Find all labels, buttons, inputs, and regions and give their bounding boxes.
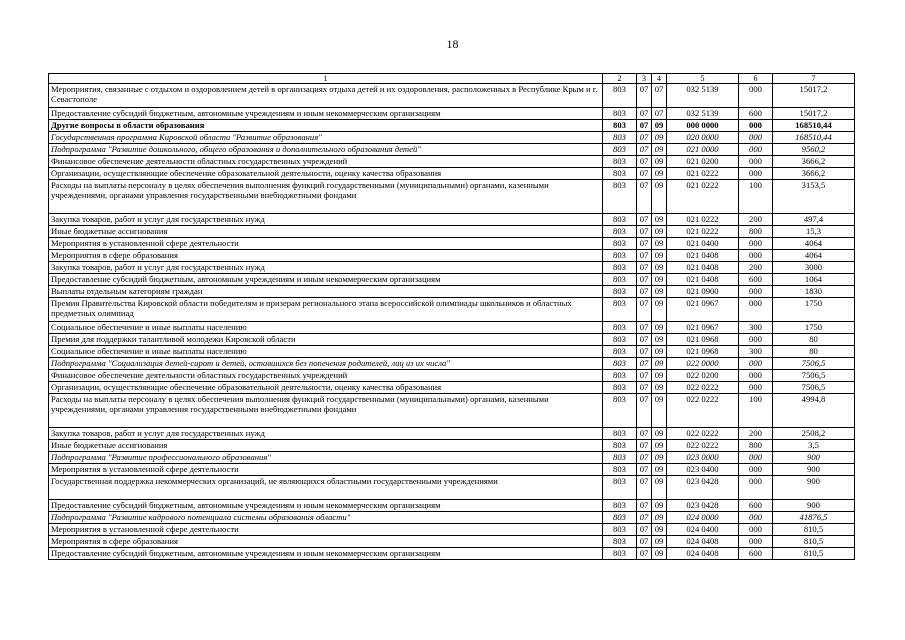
subsection-code-cell: 07	[652, 108, 667, 120]
budget-table	[48, 73, 855, 560]
section-code-cell: 07	[637, 144, 652, 156]
amount-cell: 3,5	[773, 440, 855, 452]
target-article-cell: 022 0200	[667, 370, 739, 382]
ved-code-cell: 803	[603, 512, 637, 524]
expense-type-cell: 000	[739, 512, 773, 524]
amount-cell: 168510,44	[773, 132, 855, 144]
table-row	[49, 214, 855, 226]
target-article-cell: 021 0900	[667, 286, 739, 298]
target-article-cell: 022 0000	[667, 358, 739, 370]
target-article-cell: 021 0400	[667, 238, 739, 250]
table-row	[49, 394, 855, 428]
table-row	[49, 476, 855, 500]
ved-code-cell: 803	[603, 358, 637, 370]
target-article-cell: 024 0408	[667, 548, 739, 560]
amount-cell: 15,3	[773, 226, 855, 238]
section-code-cell: 07	[637, 262, 652, 274]
section-code-cell: 07	[637, 370, 652, 382]
table-row	[49, 156, 855, 168]
row-name-cell: Иные бюджетные ассигнования	[49, 440, 603, 452]
target-article-cell: 023 0000	[667, 452, 739, 464]
target-article-cell: 021 0222	[667, 214, 739, 226]
row-name-cell: Предоставление субсидий бюджетным, автономным учреждениям и иным некоммерческим организациям	[49, 548, 603, 560]
amount-cell: 810,5	[773, 548, 855, 560]
subsection-code-cell: 09	[652, 370, 667, 382]
table-row	[49, 382, 855, 394]
target-article-cell: 021 0967	[667, 322, 739, 334]
amount-cell: 1830	[773, 286, 855, 298]
ved-code-cell: 803	[603, 394, 637, 428]
target-article-cell: 023 0400	[667, 464, 739, 476]
ved-code-cell: 803	[603, 334, 637, 346]
subsection-code-cell: 09	[652, 156, 667, 168]
expense-type-cell: 800	[739, 440, 773, 452]
section-code-cell: 07	[637, 180, 652, 214]
table-row	[49, 346, 855, 358]
amount-cell: 900	[773, 476, 855, 500]
section-code-cell: 07	[637, 524, 652, 536]
section-code-cell: 07	[637, 214, 652, 226]
section-code-cell: 07	[637, 334, 652, 346]
ved-code-cell: 803	[603, 370, 637, 382]
subsection-code-cell: 09	[652, 476, 667, 500]
expense-type-cell: 600	[739, 548, 773, 560]
ved-code-cell: 803	[603, 440, 637, 452]
amount-cell: 1750	[773, 298, 855, 322]
target-article-cell: 000 0000	[667, 120, 739, 132]
subsection-code-cell: 09	[652, 440, 667, 452]
target-article-cell: 022 0222	[667, 428, 739, 440]
row-name-cell: Расходы на выплаты персоналу в целях обеспечения выполнения функций государственными (муниципальными) органами, казенными учреждениями, органами управления государственными внебюджетными фондами	[49, 394, 603, 428]
target-article-cell: 024 0000	[667, 512, 739, 524]
row-name-cell: Мероприятия в сфере образования	[49, 250, 603, 262]
expense-type-cell: 300	[739, 346, 773, 358]
expense-type-cell: 000	[739, 156, 773, 168]
row-name-cell: Подпрограмма "Развитие кадрового потенциала системы образования области"	[49, 512, 603, 524]
section-code-cell: 07	[637, 452, 652, 464]
row-name-cell: Организации, осуществляющие обеспечение образовательной деятельности, оценку качества образования	[49, 382, 603, 394]
subsection-code-cell: 09	[652, 274, 667, 286]
amount-cell: 3666,2	[773, 156, 855, 168]
table-row	[49, 440, 855, 452]
amount-cell: 4064	[773, 250, 855, 262]
ved-code-cell: 803	[603, 274, 637, 286]
subsection-code-cell: 09	[652, 238, 667, 250]
ved-code-cell: 803	[603, 500, 637, 512]
subsection-code-cell: 09	[652, 180, 667, 214]
ved-code-cell: 803	[603, 238, 637, 250]
section-code-cell: 07	[637, 120, 652, 132]
section-code-cell: 07	[637, 286, 652, 298]
section-code-cell: 07	[637, 298, 652, 322]
section-code-cell: 07	[637, 464, 652, 476]
target-article-cell: 021 0200	[667, 156, 739, 168]
table-row	[49, 274, 855, 286]
section-code-cell: 07	[637, 108, 652, 120]
section-code-cell: 07	[637, 226, 652, 238]
table-row	[49, 226, 855, 238]
section-code-cell: 07	[637, 536, 652, 548]
row-name-cell: Предоставление субсидий бюджетным, автономным учреждениям и иным некоммерческим организациям	[49, 274, 603, 286]
ved-code-cell: 803	[603, 226, 637, 238]
header-cell: 2	[603, 74, 637, 84]
amount-cell: 9560,2	[773, 144, 855, 156]
section-code-cell: 07	[637, 274, 652, 286]
amount-cell: 15017,2	[773, 108, 855, 120]
table-row	[49, 370, 855, 382]
row-name-cell: Подпрограмма "Развитие профессионального образования"	[49, 452, 603, 464]
subsection-code-cell: 09	[652, 524, 667, 536]
expense-type-cell: 800	[739, 226, 773, 238]
section-code-cell: 07	[637, 512, 652, 524]
amount-cell: 4064	[773, 238, 855, 250]
table-row	[49, 334, 855, 346]
subsection-code-cell: 09	[652, 428, 667, 440]
section-code-cell: 07	[637, 428, 652, 440]
target-article-cell: 020 0000	[667, 132, 739, 144]
expense-type-cell: 000	[739, 382, 773, 394]
row-name-cell: Социальное обеспечение и иные выплаты населению	[49, 346, 603, 358]
expense-type-cell: 100	[739, 180, 773, 214]
subsection-code-cell: 09	[652, 286, 667, 298]
subsection-code-cell: 09	[652, 120, 667, 132]
row-name-cell: Выплаты отдельным категориям граждан	[49, 286, 603, 298]
section-code-cell: 07	[637, 168, 652, 180]
ved-code-cell: 803	[603, 156, 637, 168]
target-article-cell: 032 5139	[667, 108, 739, 120]
expense-type-cell: 000	[739, 144, 773, 156]
ved-code-cell: 803	[603, 144, 637, 156]
row-name-cell: Подпрограмма "Социализация детей-сирот и детей, оставшихся без попечения родителей, лиц из их числа"	[49, 358, 603, 370]
header-cell: 7	[773, 74, 855, 84]
subsection-code-cell: 09	[652, 334, 667, 346]
ved-code-cell: 803	[603, 536, 637, 548]
ved-code-cell: 803	[603, 168, 637, 180]
expense-type-cell: 200	[739, 214, 773, 226]
target-article-cell: 022 0222	[667, 394, 739, 428]
target-article-cell: 024 0400	[667, 524, 739, 536]
subsection-code-cell: 09	[652, 500, 667, 512]
expense-type-cell: 000	[739, 536, 773, 548]
expense-type-cell: 000	[739, 452, 773, 464]
expense-type-cell: 600	[739, 108, 773, 120]
subsection-code-cell: 09	[652, 548, 667, 560]
expense-type-cell: 000	[739, 250, 773, 262]
ved-code-cell: 803	[603, 464, 637, 476]
section-code-cell: 07	[637, 156, 652, 168]
expense-type-cell: 000	[739, 476, 773, 500]
row-name-cell: Премия Правительства Кировской области победителям и призерам регионального этапа всероссийской олимпиады школьников и областных предметных олимпиад	[49, 298, 603, 322]
expense-type-cell: 000	[739, 168, 773, 180]
amount-cell: 7506,5	[773, 382, 855, 394]
row-name-cell: Финансовое обеспечение деятельности областных государственных учреждений	[49, 370, 603, 382]
page-number: 18	[446, 37, 459, 51]
ved-code-cell: 803	[603, 108, 637, 120]
section-code-cell: 07	[637, 440, 652, 452]
row-name-cell: Предоставление субсидий бюджетным, автономным учреждениям и иным некоммерческим организациям	[49, 108, 603, 120]
table-body	[49, 74, 855, 560]
amount-cell: 1750	[773, 322, 855, 334]
row-name-cell: Государственная программа Кировской области "Развитие образования"	[49, 132, 603, 144]
table-row	[49, 144, 855, 156]
subsection-code-cell: 09	[652, 226, 667, 238]
ved-code-cell: 803	[603, 452, 637, 464]
expense-type-cell: 100	[739, 394, 773, 428]
subsection-code-cell: 09	[652, 394, 667, 428]
table-row	[49, 238, 855, 250]
ved-code-cell: 803	[603, 286, 637, 298]
ved-code-cell: 803	[603, 548, 637, 560]
ved-code-cell: 803	[603, 346, 637, 358]
table-row	[49, 524, 855, 536]
section-code-cell: 07	[637, 548, 652, 560]
subsection-code-cell: 09	[652, 464, 667, 476]
target-article-cell: 021 0222	[667, 168, 739, 180]
ved-code-cell: 803	[603, 214, 637, 226]
expense-type-cell: 000	[739, 298, 773, 322]
ved-code-cell: 803	[603, 298, 637, 322]
ved-code-cell: 803	[603, 428, 637, 440]
amount-cell: 15017,2	[773, 84, 855, 108]
subsection-code-cell: 09	[652, 132, 667, 144]
target-article-cell: 021 0408	[667, 274, 739, 286]
target-article-cell: 023 0428	[667, 500, 739, 512]
subsection-code-cell: 09	[652, 358, 667, 370]
ved-code-cell: 803	[603, 250, 637, 262]
amount-cell: 3000	[773, 262, 855, 274]
amount-cell: 3666,2	[773, 168, 855, 180]
row-name-cell: Закупка товаров, работ и услуг для государственных нужд	[49, 428, 603, 440]
table-row	[49, 536, 855, 548]
ved-code-cell: 803	[603, 132, 637, 144]
target-article-cell: 021 0968	[667, 334, 739, 346]
target-article-cell: 023 0428	[667, 476, 739, 500]
expense-type-cell: 000	[739, 132, 773, 144]
ved-code-cell: 803	[603, 180, 637, 214]
row-name-cell: Расходы на выплаты персоналу в целях обеспечения выполнения функций государственными (муниципальными) органами, казенными учреждениями, органами управления государственными внебюджетными фондами	[49, 180, 603, 214]
row-name-cell: Другие вопросы в области образования	[49, 120, 603, 132]
amount-cell: 497,4	[773, 214, 855, 226]
expense-type-cell: 000	[739, 370, 773, 382]
ved-code-cell: 803	[603, 524, 637, 536]
subsection-code-cell: 09	[652, 452, 667, 464]
amount-cell: 810,5	[773, 536, 855, 548]
expense-type-cell: 300	[739, 322, 773, 334]
target-article-cell: 021 0968	[667, 346, 739, 358]
row-name-cell: Мероприятия в установленной сфере деятельности	[49, 524, 603, 536]
row-name-cell: Подпрограмма "Развитие дошкольного, общего образования и дополнительного образования детей"	[49, 144, 603, 156]
target-article-cell: 021 0967	[667, 298, 739, 322]
row-name-cell: Организации, осуществляющие обеспечение образовательной деятельности, оценку качества образования	[49, 168, 603, 180]
expense-type-cell: 000	[739, 238, 773, 250]
header-cell: 6	[739, 74, 773, 84]
subsection-code-cell: 09	[652, 298, 667, 322]
table-row	[49, 428, 855, 440]
table-row	[49, 548, 855, 560]
ved-code-cell: 803	[603, 382, 637, 394]
row-name-cell: Мероприятия в установленной сфере деятельности	[49, 464, 603, 476]
subsection-code-cell: 07	[652, 84, 667, 108]
target-article-cell: 024 0408	[667, 536, 739, 548]
amount-cell: 4994,8	[773, 394, 855, 428]
amount-cell: 7506,5	[773, 358, 855, 370]
header-cell: 1	[49, 74, 603, 84]
header-cell: 4	[652, 74, 667, 84]
section-code-cell: 07	[637, 500, 652, 512]
amount-cell: 1064	[773, 274, 855, 286]
subsection-code-cell: 09	[652, 262, 667, 274]
row-name-cell: Мероприятия в сфере образования	[49, 536, 603, 548]
table-row	[49, 298, 855, 322]
row-name-cell: Предоставление субсидий бюджетным, автономным учреждениям и иным некоммерческим организациям	[49, 500, 603, 512]
section-code-cell: 07	[637, 84, 652, 108]
table-row	[49, 250, 855, 262]
row-name-cell: Государственная поддержка некоммерческих организаций, не являющихся областными государственными учреждениями	[49, 476, 603, 500]
expense-type-cell: 000	[739, 358, 773, 370]
subsection-code-cell: 09	[652, 250, 667, 262]
target-article-cell: 021 0222	[667, 226, 739, 238]
expense-type-cell: 600	[739, 500, 773, 512]
section-code-cell: 07	[637, 322, 652, 334]
amount-cell: 900	[773, 452, 855, 464]
header-row	[49, 74, 855, 84]
row-name-cell: Мероприятия в установленной сфере деятельности	[49, 238, 603, 250]
table-row	[49, 120, 855, 132]
section-code-cell: 07	[637, 394, 652, 428]
row-name-cell: Закупка товаров, работ и услуг для государственных нужд	[49, 262, 603, 274]
table-row	[49, 286, 855, 298]
amount-cell: 80	[773, 346, 855, 358]
table-row	[49, 452, 855, 464]
amount-cell: 168510,44	[773, 120, 855, 132]
section-code-cell: 07	[637, 346, 652, 358]
amount-cell: 900	[773, 464, 855, 476]
target-article-cell: 022 0222	[667, 440, 739, 452]
table-row	[49, 262, 855, 274]
expense-type-cell: 000	[739, 334, 773, 346]
subsection-code-cell: 09	[652, 168, 667, 180]
expense-type-cell: 200	[739, 428, 773, 440]
subsection-code-cell: 09	[652, 322, 667, 334]
header-cell: 5	[667, 74, 739, 84]
target-article-cell: 022 0222	[667, 382, 739, 394]
target-article-cell: 021 0000	[667, 144, 739, 156]
subsection-code-cell: 09	[652, 214, 667, 226]
subsection-code-cell: 09	[652, 512, 667, 524]
table-row	[49, 464, 855, 476]
expense-type-cell: 000	[739, 120, 773, 132]
ved-code-cell: 803	[603, 262, 637, 274]
subsection-code-cell: 09	[652, 536, 667, 548]
ved-code-cell: 803	[603, 120, 637, 132]
section-code-cell: 07	[637, 476, 652, 500]
amount-cell: 3153,5	[773, 180, 855, 214]
section-code-cell: 07	[637, 382, 652, 394]
table-row	[49, 108, 855, 120]
expense-type-cell: 000	[739, 286, 773, 298]
expense-type-cell: 000	[739, 524, 773, 536]
table-row	[49, 168, 855, 180]
amount-cell: 900	[773, 500, 855, 512]
row-name-cell: Премия для поддержки талантливой молодежи Кировской области	[49, 334, 603, 346]
section-code-cell: 07	[637, 358, 652, 370]
subsection-code-cell: 09	[652, 144, 667, 156]
row-name-cell: Иные бюджетные ассигнования	[49, 226, 603, 238]
section-code-cell: 07	[637, 250, 652, 262]
expense-type-cell: 000	[739, 464, 773, 476]
target-article-cell: 032 5139	[667, 84, 739, 108]
amount-cell: 7506,5	[773, 370, 855, 382]
target-article-cell: 021 0408	[667, 262, 739, 274]
table-row	[49, 512, 855, 524]
table-row	[49, 322, 855, 334]
expense-type-cell: 600	[739, 274, 773, 286]
ved-code-cell: 803	[603, 84, 637, 108]
ved-code-cell: 803	[603, 322, 637, 334]
amount-cell: 80	[773, 334, 855, 346]
section-code-cell: 07	[637, 132, 652, 144]
amount-cell: 2508,2	[773, 428, 855, 440]
table-row	[49, 500, 855, 512]
expense-type-cell: 000	[739, 84, 773, 108]
table-row	[49, 180, 855, 214]
row-name-cell: Закупка товаров, работ и услуг для государственных нужд	[49, 214, 603, 226]
table-row	[49, 84, 855, 108]
target-article-cell: 021 0408	[667, 250, 739, 262]
row-name-cell: Социальное обеспечение и иные выплаты населению	[49, 322, 603, 334]
subsection-code-cell: 09	[652, 346, 667, 358]
subsection-code-cell: 09	[652, 382, 667, 394]
table-row	[49, 358, 855, 370]
ved-code-cell: 803	[603, 476, 637, 500]
row-name-cell: Мероприятия, связанные с отдыхом и оздоровлением детей в организациях отдыха детей и их оздоровления, расположенных в Республике Крым и г. Севастополе	[49, 84, 603, 108]
expense-type-cell: 200	[739, 262, 773, 274]
header-cell: 3	[637, 74, 652, 84]
target-article-cell: 021 0222	[667, 180, 739, 214]
row-name-cell: Финансовое обеспечение деятельности областных государственных учреждений	[49, 156, 603, 168]
amount-cell: 41876,5	[773, 512, 855, 524]
table-row	[49, 132, 855, 144]
amount-cell: 810,5	[773, 524, 855, 536]
section-code-cell: 07	[637, 238, 652, 250]
